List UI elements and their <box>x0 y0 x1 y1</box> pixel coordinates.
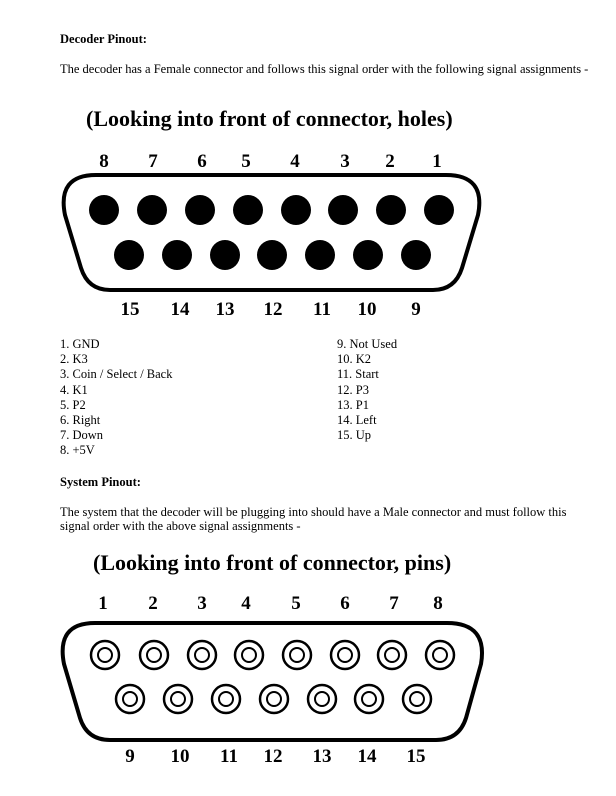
pin-number: 6 <box>340 593 350 614</box>
female-holes-bottom-row <box>114 240 431 270</box>
pin <box>91 641 119 669</box>
pin-number: 12 <box>263 299 283 320</box>
female-bottom-numbers <box>121 299 421 320</box>
assignment-item: 11. Start <box>337 367 379 382</box>
pin <box>140 641 168 669</box>
decoder-description: The decoder has a Female connector and follows this signal order with the following signal assignments - <box>60 62 589 76</box>
hole <box>185 195 215 225</box>
hole <box>305 240 335 270</box>
pin <box>235 641 263 669</box>
hole <box>376 195 406 225</box>
pin <box>378 641 406 669</box>
assignment-item: 10. K2 <box>337 352 372 367</box>
pin-number: 6 <box>197 151 207 172</box>
pin-number: 7 <box>389 593 399 614</box>
assignment-item: 12. P3 <box>337 382 369 397</box>
assignment-item: 6. Right <box>60 413 101 428</box>
pin-number: 12 <box>263 746 283 767</box>
decoder-diagram-title: (Looking into front of connector, holes) <box>86 106 453 131</box>
assignment-item: 4. K1 <box>60 382 88 397</box>
pin <box>331 641 359 669</box>
assignment-item: 8. +5V <box>60 443 95 458</box>
hole <box>424 195 454 225</box>
pin <box>283 641 311 669</box>
female-connector-diagram <box>0 140 616 330</box>
pin-number: 9 <box>411 299 421 320</box>
pin-number: 13 <box>312 746 332 767</box>
pin-number: 4 <box>241 593 251 614</box>
hole <box>353 240 383 270</box>
pin-number: 11 <box>220 746 238 767</box>
assignment-item: 5. P2 <box>60 397 86 412</box>
hole <box>233 195 263 225</box>
hole <box>257 240 287 270</box>
pin <box>164 685 192 713</box>
pin-number: 14 <box>357 746 377 767</box>
pin <box>355 685 383 713</box>
pin-number: 14 <box>170 299 190 320</box>
pin <box>426 641 454 669</box>
male-connector-diagram <box>0 584 616 790</box>
system-diagram-title: (Looking into front of connector, pins) <box>93 550 452 575</box>
assignment-list-left <box>60 337 172 459</box>
pin-number: 5 <box>291 593 301 614</box>
pin <box>116 685 144 713</box>
pin-number: 1 <box>432 151 442 172</box>
hole <box>114 240 144 270</box>
male-pins-top-row <box>91 641 454 669</box>
pin-number: 2 <box>385 151 395 172</box>
decoder-heading: Decoder Pinout: <box>60 32 147 46</box>
pin-number: 13 <box>215 299 235 320</box>
female-connector-shell <box>64 175 480 290</box>
assignment-item: 7. Down <box>60 428 104 443</box>
pin-number: 8 <box>99 151 109 172</box>
pin-number: 8 <box>433 593 443 614</box>
pin-number: 2 <box>148 593 158 614</box>
pin-number: 9 <box>125 746 135 767</box>
assignment-item: 9. Not Used <box>337 337 398 351</box>
assignment-item: 15. Up <box>337 428 372 443</box>
hole <box>137 195 167 225</box>
male-connector-shell <box>63 623 482 740</box>
pin-number: 5 <box>241 151 251 172</box>
hole <box>401 240 431 270</box>
pin-number: 3 <box>197 593 207 614</box>
pin-number: 10 <box>357 299 377 320</box>
pin-number: 3 <box>340 151 350 172</box>
pin-number: 15 <box>120 299 140 320</box>
assignment-item: 1. GND <box>60 337 100 351</box>
assignment-item: 14. Left <box>337 413 377 428</box>
system-description: The system that the decoder will be plugging into should have a Male connector and must follow this signal order with the above signal assignments - <box>60 505 567 533</box>
pin <box>403 685 431 713</box>
female-top-numbers <box>99 151 442 172</box>
male-bottom-numbers <box>125 746 425 767</box>
male-top-numbers <box>98 593 443 614</box>
pin-number: 7 <box>148 151 158 172</box>
pin-number: 10 <box>170 746 190 767</box>
pin-number: 4 <box>290 151 300 172</box>
male-pins-bottom-row <box>116 685 431 713</box>
hole <box>162 240 192 270</box>
pin <box>260 685 288 713</box>
hole <box>328 195 358 225</box>
pin-number: 11 <box>313 299 331 320</box>
pin-number: 1 <box>98 593 108 614</box>
pin <box>188 641 216 669</box>
hole <box>210 240 240 270</box>
pin <box>308 685 336 713</box>
assignment-item: 3. Coin / Select / Back <box>60 367 173 382</box>
assignment-item: 2. K3 <box>60 352 88 367</box>
female-holes-top-row <box>89 195 454 225</box>
assignment-item: 13. P1 <box>337 397 369 412</box>
hole <box>89 195 119 225</box>
pin-number: 15 <box>406 746 426 767</box>
pin <box>212 685 240 713</box>
system-heading: System Pinout: <box>60 475 141 489</box>
assignment-list-right <box>337 337 397 443</box>
hole <box>281 195 311 225</box>
